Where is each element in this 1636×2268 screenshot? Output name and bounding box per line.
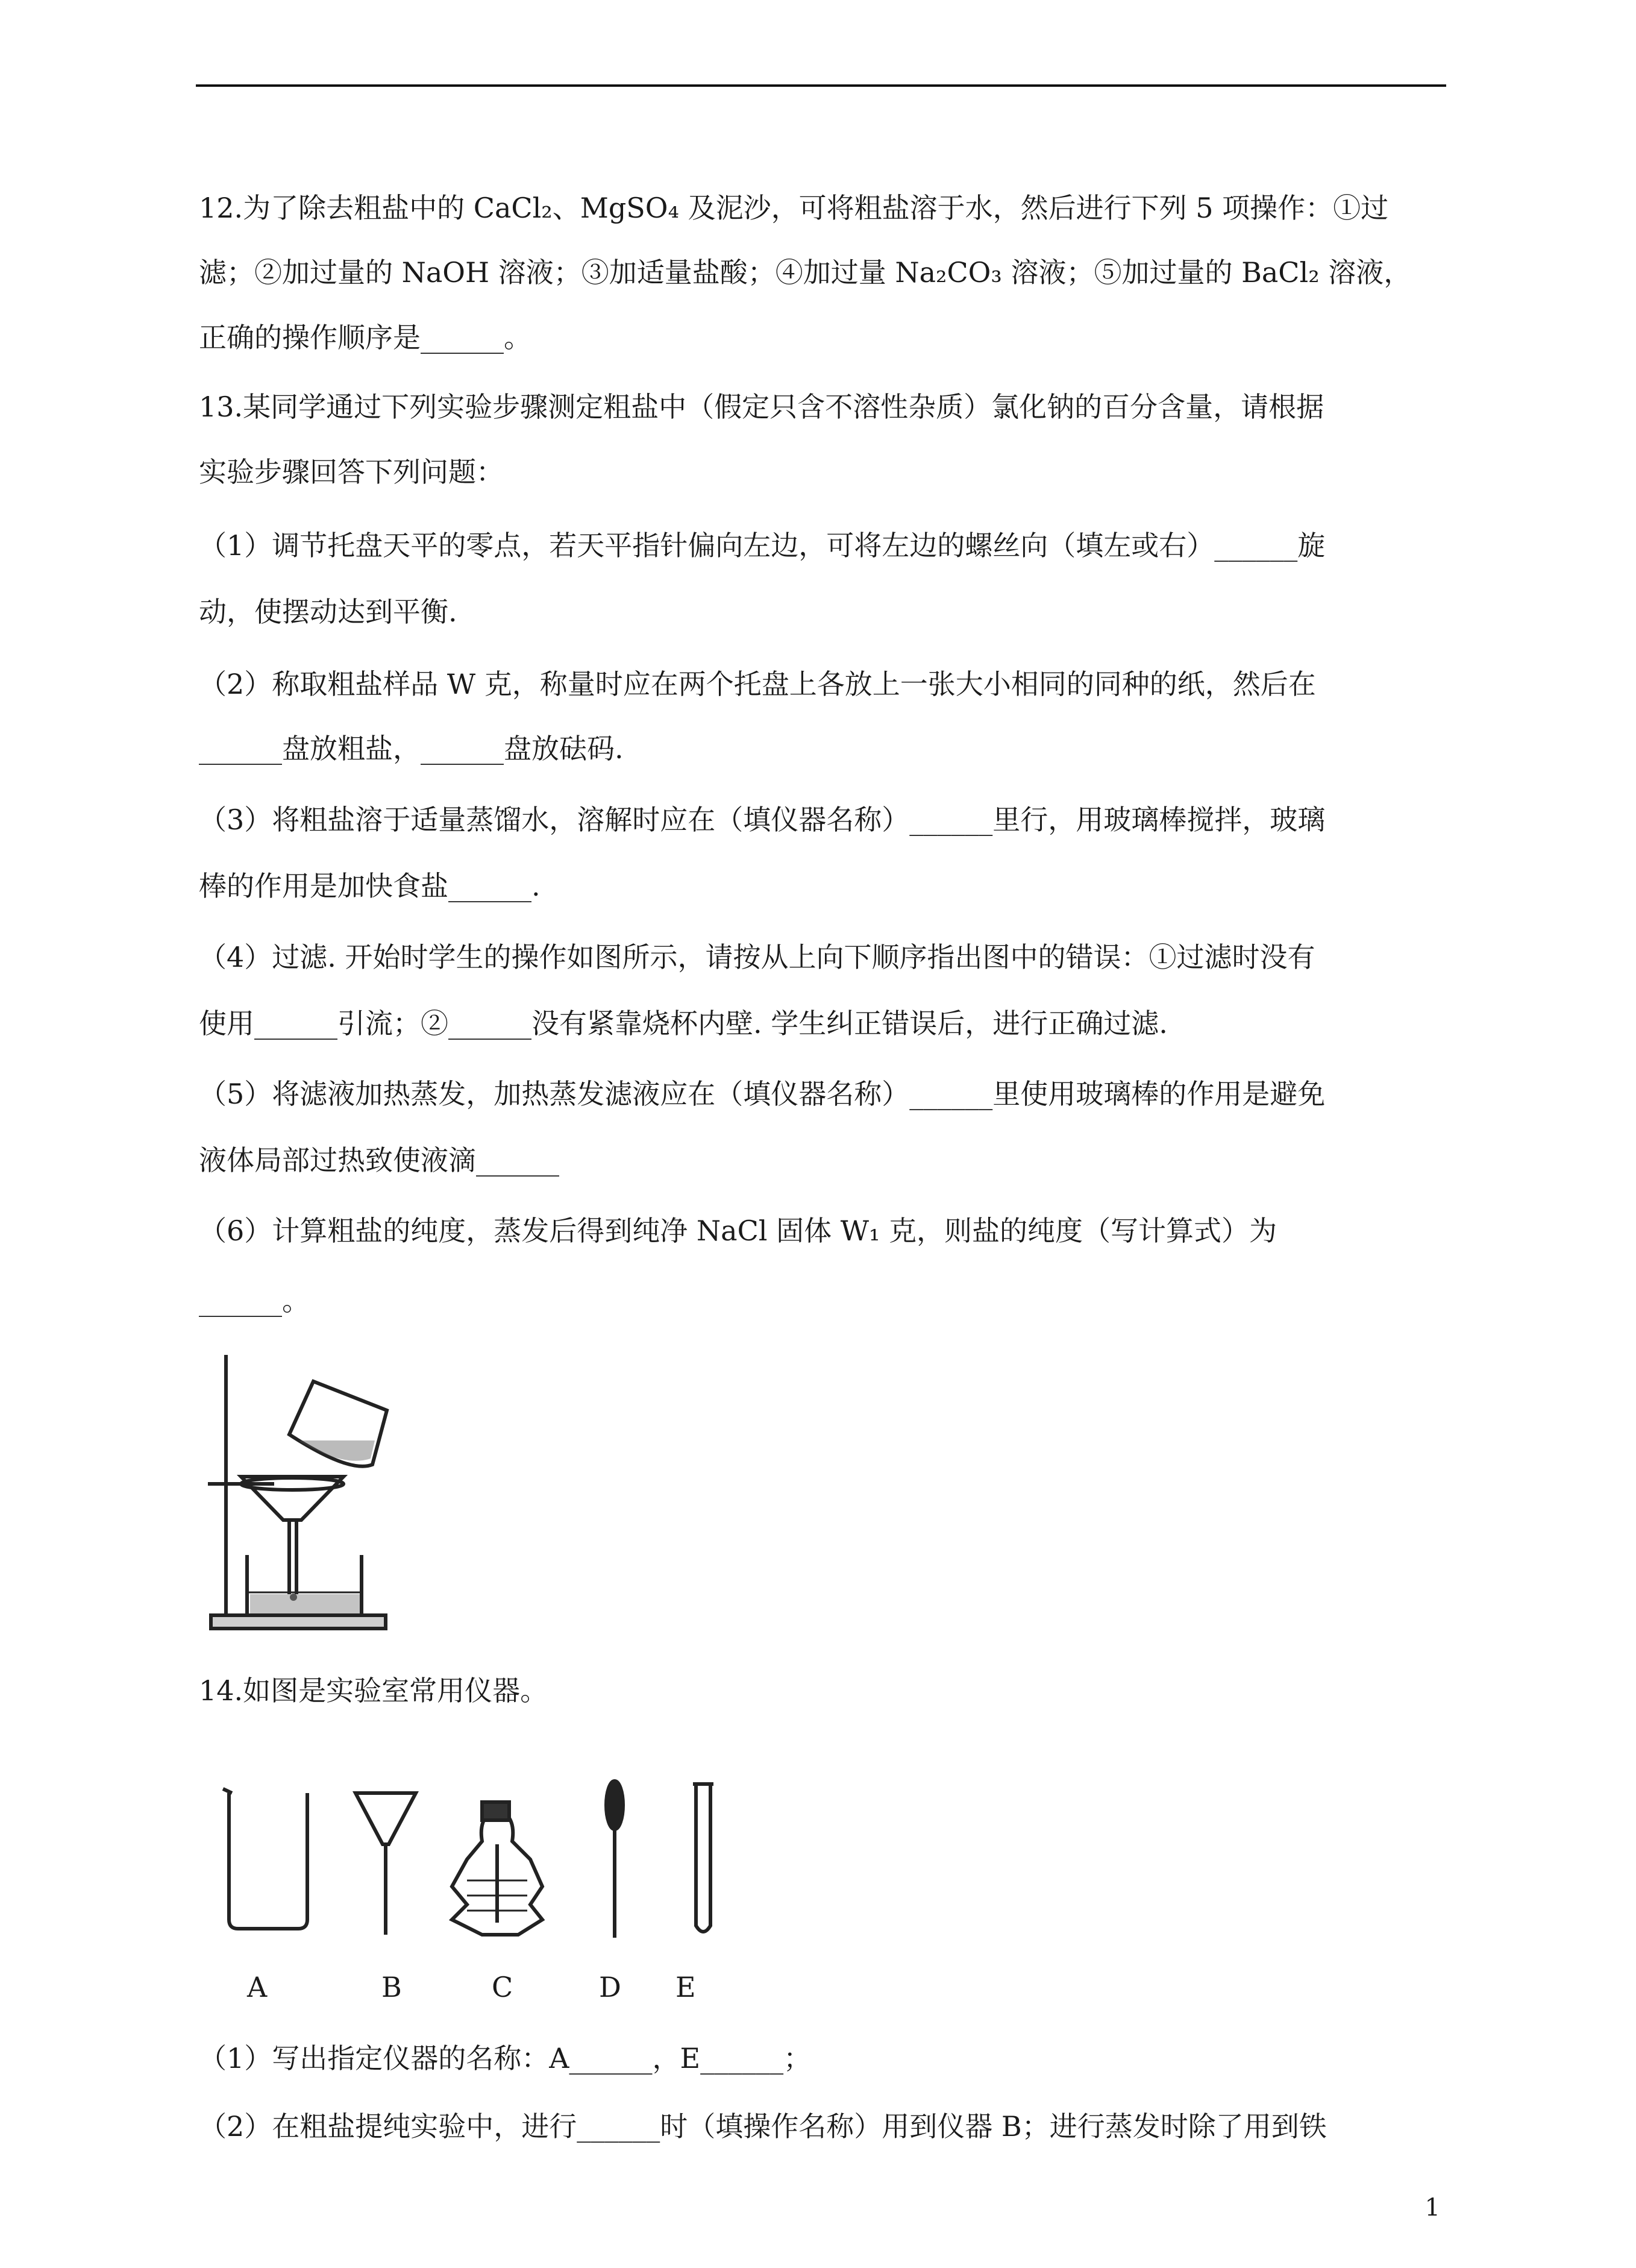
- q13-part3-line-2: 棒的作用是加快食盐______.: [199, 870, 541, 902]
- filtration-apparatus-figure: [199, 1350, 398, 1639]
- q14-part1: （1）写出指定仪器的名称：A______，E______；: [199, 2042, 812, 2075]
- instrument-label-d: D: [599, 1971, 621, 2003]
- q13-part1-line-2: 动，使摆动达到平衡.: [199, 595, 457, 628]
- lab-instruments-figure: [214, 1760, 756, 1941]
- instrument-label-b: B: [381, 1971, 402, 2003]
- dropper-icon: [606, 1781, 623, 1938]
- q13-part2-line-1: （2）称取粗盐样品 W 克，称量时应在两个托盘上各放上一张大小相同的同种的纸，然后在: [199, 668, 1316, 700]
- q13-part4-line-1: （4）过滤. 开始时学生的操作如图所示，请按从上向下顺序指出图中的错误：①过滤时没有: [199, 941, 1315, 973]
- q13-part6-line-2: ______。: [199, 1284, 310, 1317]
- q13-intro-line-1: 13.某同学通过下列实验步骤测定粗盐中（假定只含不溶性杂质）氯化钠的百分含量，请根据: [199, 391, 1324, 423]
- q13-part6-line-1: （6）计算粗盐的纯度，蒸发后得到纯净 NaCl 固体 W₁ 克，则盐的纯度（写计算式）为: [199, 1214, 1277, 1247]
- q13-part3-line-1: （3）将粗盐溶于适量蒸馏水，溶解时应在（填仪器名称）______里行，用玻璃棒搅拌，玻璃: [199, 803, 1326, 836]
- alcohol-lamp-icon: [452, 1802, 542, 1935]
- header-rule: [196, 84, 1446, 87]
- q12-line-1: 12.为了除去粗盐中的 CaCl₂、MgSO₄ 及泥沙，可将粗盐溶于水，然后进行下列 5 项操作：①过: [199, 192, 1389, 224]
- page-number: 1: [1424, 2194, 1440, 2222]
- q12-line-3: 正确的操作顺序是______。: [199, 321, 531, 354]
- q12-line-2: 滤；②加过量的 NaOH 溶液；③加适量盐酸；④加过量 Na₂CO₃ 溶液；⑤加过量的 BaCl₂ 溶液，: [199, 256, 1412, 289]
- instrument-label-e: E: [675, 1971, 696, 2003]
- q13-part1-line-1: （1）调节托盘天平的零点，若天平指针偏向左边，可将左边的螺丝向（填左或右）______旋: [199, 529, 1326, 562]
- instrument-label-a: A: [247, 1971, 268, 2003]
- q13-part5-line-1: （5）将滤液加热蒸发，加热蒸发滤液应在（填仪器名称）______里使用玻璃棒的作用是避免: [199, 1078, 1326, 1110]
- funnel-icon: [356, 1793, 416, 1935]
- q13-intro-line-2: 实验步骤回答下列问题：: [199, 456, 504, 488]
- q14-intro: 14.如图是实验室常用仪器。: [199, 1674, 548, 1707]
- instrument-label-c: C: [492, 1971, 513, 2003]
- q14-part2: （2）在粗盐提纯实验中，进行______时（填操作名称）用到仪器 B；进行蒸发时除了用到铁: [199, 2110, 1327, 2143]
- q13-part5-line-2: 液体局部过热致使液滴______: [199, 1144, 559, 1176]
- test-tube-icon: [693, 1784, 713, 1932]
- beaker-icon: [223, 1789, 307, 1929]
- q13-part2-line-2: ______盘放粗盐，______盘放砝码.: [199, 732, 624, 765]
- q13-part4-line-2: 使用______引流；②______没有紧靠烧杯内壁. 学生纠正错误后，进行正确过滤.: [199, 1007, 1168, 1040]
